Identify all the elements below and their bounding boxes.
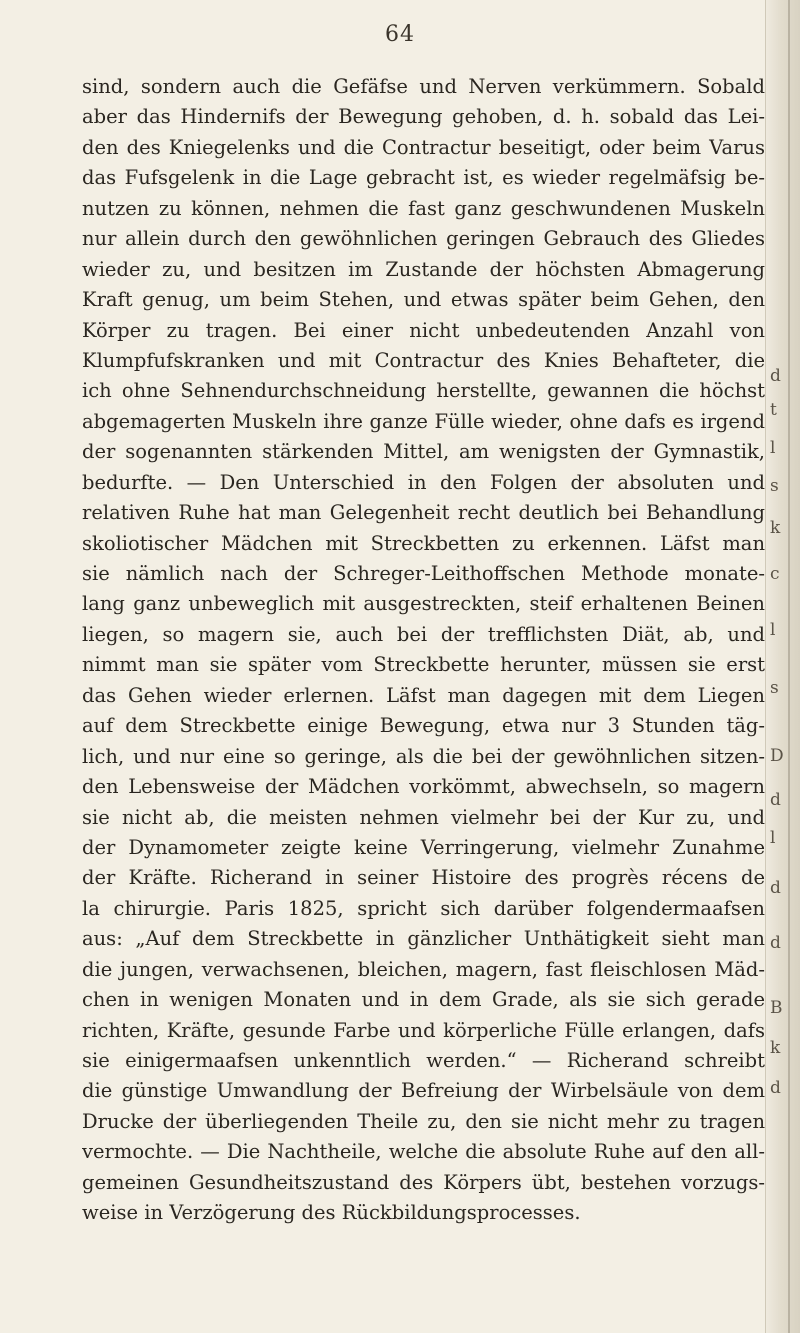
- text-line: sie nämlich nach der Schreger-Leithoffschen Methode monate-: [82, 562, 765, 585]
- text-line: sie nicht ab, die meisten nehmen vielmehr bei der Kur zu, und: [82, 805, 765, 829]
- text-line: der sogenannten stärkenden Mittel, am wenigsten der Gymnastik,: [82, 440, 765, 464]
- text-line: die günstige Umwandlung der Befreiung der Wirbelsäule von dem: [82, 1079, 765, 1103]
- text-line: richten, Kräfte, gesunde Farbe und körperliche Fülle erlangen, dafs: [82, 1018, 765, 1042]
- text-line: weise in Verzögerung des Rückbildungsprocesses.: [82, 1201, 581, 1225]
- bleed-glyph: s: [770, 476, 779, 496]
- page-fold-line: [788, 0, 790, 1333]
- text-line: vermochte. — Die Nachtheile, welche die absolute Ruhe auf den all-: [82, 1140, 765, 1164]
- text-line: abgemagerten Muskeln ihre ganze Fülle wieder, ohne dafs es irgend: [82, 409, 765, 433]
- text-line: der Dynamometer zeigte keine Verringerung, vielmehr Zunahme: [82, 835, 765, 859]
- text-line: skoliotischer Mädchen mit Streckbetten zu erkennen. Läfst man: [82, 531, 765, 555]
- page-number: 64: [385, 22, 415, 47]
- bleed-glyph: l: [770, 438, 776, 458]
- text-line: aus: „Auf dem Streckbette in gänzlicher Unthätigkeit sieht man: [82, 927, 765, 951]
- text-line: der Kräfte. Richerand in seiner Histoire des progrès récens de: [82, 866, 765, 890]
- text-line: auf dem Streckbette einige Bewegung, etwa nur 3 Stunden täg-: [82, 714, 765, 738]
- text-line: nimmt man sie später vom Streckbette herunter, müssen sie erst: [82, 653, 765, 677]
- bleed-glyph: k: [770, 518, 781, 538]
- bleed-glyph: B: [770, 998, 783, 1018]
- bleed-glyph: d: [770, 366, 781, 386]
- bleed-glyph: l: [770, 828, 776, 848]
- text-line: Kraft genug, um beim Stehen, und etwas später beim Gehen, den: [82, 288, 765, 312]
- text-line: Klumpfufskranken und mit Contractur des Knies Behafteter, die: [82, 348, 765, 372]
- text-line: la chirurgie. Paris 1825, spricht sich darüber folgendermaafsen: [82, 896, 765, 920]
- text-line: nur allein durch den gewöhnlichen geringen Gebrauch des Gliedes: [82, 227, 765, 251]
- bleed-glyph: D: [770, 746, 784, 766]
- bleed-glyph: d: [770, 790, 781, 810]
- text-line: lich, und nur eine so geringe, als die bei der gewöhnlichen sitzen-: [82, 744, 765, 768]
- bleed-glyph: l: [770, 620, 776, 640]
- text-line: den des Kniegelenks und die Contractur beseitigt, oder beim Varus: [82, 135, 765, 159]
- text-line: Körper zu tragen. Bei einer nicht unbedeutenden Anzahl von: [82, 318, 765, 342]
- text-line: nutzen zu können, nehmen die fast ganz geschwundenen Muskeln: [82, 196, 765, 220]
- text-line: den Lebensweise der Mädchen vorkömmt, abwechseln, so magern: [82, 775, 765, 799]
- text-line: das Gehen wieder erlernen. Läfst man dagegen mit dem Liegen: [82, 683, 765, 707]
- text-line: aber das Hindernifs der Bewegung gehoben, d. h. sobald das Lei-: [82, 105, 765, 129]
- text-line: gemeinen Gesundheitszustand des Körpers übt, bestehen vorzugs-: [82, 1170, 765, 1194]
- text-line: bedurfte. — Den Unterschied in den Folgen der absoluten und: [82, 470, 765, 494]
- text-line: wieder zu, und besitzen im Zustande der höchsten Abmagerung: [82, 257, 765, 281]
- bleed-glyph: s: [770, 678, 779, 698]
- text-line: die jungen, verwachsenen, bleichen, magern, fast fleischlosen Mäd-: [82, 957, 765, 981]
- text-body: [82, 72, 765, 1229]
- bleed-glyph: d: [770, 1078, 781, 1098]
- text-line: sie einigermaafsen unkenntlich werden.“ — Richerand schreibt: [82, 1049, 765, 1072]
- bleed-glyph: d: [770, 878, 781, 898]
- text-line: ich ohne Sehnendurchschneidung herstellte, gewannen die höchst: [82, 379, 765, 403]
- bleed-glyph: c: [770, 564, 780, 584]
- text-line: relativen Ruhe hat man Gelegenheit recht deutlich bei Behandlung: [82, 501, 765, 525]
- bleed-glyph: d: [770, 933, 781, 953]
- text-line: lang ganz unbeweglich mit ausgestreckten, steif erhaltenen Beinen: [82, 592, 765, 616]
- facing-page-edge: [765, 0, 800, 1333]
- bleed-glyph: t: [770, 400, 777, 420]
- text-line: Drucke der überliegenden Theile zu, den sie nicht mehr zu tragen: [82, 1109, 765, 1133]
- text-line: chen in wenigen Monaten und in dem Grade, als sie sich gerade: [82, 988, 765, 1012]
- text-line: liegen, so magern sie, auch bei der trefflichsten Diät, ab, und: [82, 622, 765, 646]
- text-line: das Fufsgelenk in die Lage gebracht ist, es wieder regelmäfsig be-: [82, 166, 765, 190]
- text-line: sind, sondern auch die Gefäfse und Nerven verkümmern. Sobald: [82, 75, 765, 98]
- bleed-glyph: k: [770, 1038, 781, 1058]
